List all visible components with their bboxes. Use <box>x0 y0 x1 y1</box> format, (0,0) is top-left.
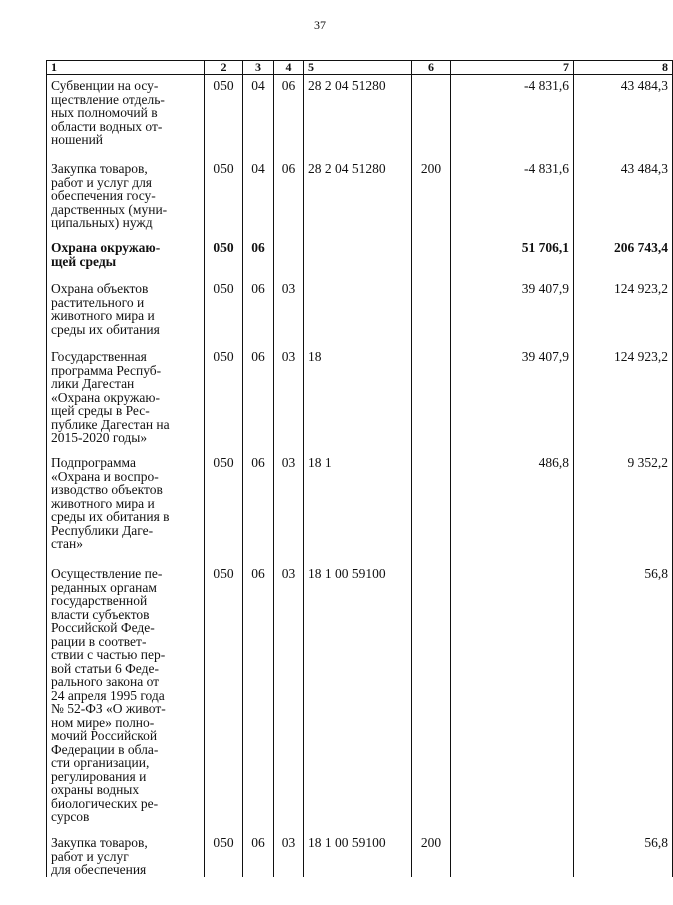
header-col-8: 8 <box>574 61 673 75</box>
item-name-line: работ и услуг <box>51 848 129 864</box>
item-name-line: № 52-ФЗ «О живот- <box>51 701 166 716</box>
table-row <box>47 832 673 877</box>
item-name-line: щей среды <box>51 253 117 269</box>
item-name-line: изводство объектов <box>51 482 163 497</box>
item-name-line: Подпрограмма <box>51 455 136 470</box>
cell-subsection: 03 <box>274 832 304 877</box>
item-name-line: регулирования и <box>51 768 147 784</box>
cell-amount-col8: 124 923,2 <box>574 278 673 346</box>
cell-subsection: 06 <box>274 75 304 159</box>
budget-table <box>46 60 673 877</box>
cell-section: 06 <box>243 237 274 278</box>
item-name-line: реданных органам <box>51 579 157 595</box>
item-name-line: стан» <box>51 536 84 551</box>
table-row <box>47 278 673 346</box>
cell-item-name <box>47 237 205 278</box>
cell-subsection: 03 <box>274 452 304 563</box>
item-name-line: лики Дагестан <box>51 376 135 391</box>
item-name-line: вой статьи 6 Феде- <box>51 660 159 676</box>
item-name-line: среды их обитания <box>51 321 160 337</box>
item-name-line: 24 апреля 1995 года <box>51 687 165 703</box>
cell-code: 050 <box>205 832 243 877</box>
cell-item-name <box>47 346 205 452</box>
cell-target-article <box>304 278 412 346</box>
item-name-line: рального закона от <box>51 674 160 689</box>
item-name-line: Федерации в обла- <box>51 741 159 757</box>
item-name-line: государственной <box>51 593 148 608</box>
cell-item-name <box>47 278 205 346</box>
cell-expense-type: 200 <box>412 158 451 237</box>
item-name-line: щей среды в Рес- <box>51 403 150 418</box>
cell-amount-col7: 486,8 <box>451 452 574 563</box>
header-col-3: 3 <box>243 61 274 75</box>
item-name-line: Охрана объектов <box>51 281 149 296</box>
cell-subsection: 03 <box>274 563 304 832</box>
cell-expense-type <box>412 452 451 563</box>
cell-code: 050 <box>205 346 243 452</box>
item-name-line: сурсов <box>51 809 90 824</box>
cell-subsection: 03 <box>274 346 304 452</box>
header-row <box>47 61 673 75</box>
cell-item-name <box>47 158 205 237</box>
cell-target-article: 28 2 04 51280 <box>304 158 412 237</box>
cell-section: 06 <box>243 452 274 563</box>
cell-expense-type <box>412 237 451 278</box>
cell-target-article: 28 2 04 51280 <box>304 75 412 159</box>
cell-amount-col8: 9 352,2 <box>574 452 673 563</box>
cell-section: 06 <box>243 563 274 832</box>
item-name-line: области водных от- <box>51 118 163 134</box>
item-name-line: «Охрана окружаю- <box>51 389 160 405</box>
cell-amount-col7: 51 706,1 <box>451 237 574 278</box>
cell-section: 04 <box>243 158 274 237</box>
cell-subsection: 06 <box>274 158 304 237</box>
cell-amount-col7: -4 831,6 <box>451 158 574 237</box>
table-row <box>47 75 673 159</box>
header-col-1: 1 <box>47 61 205 75</box>
cell-expense-type <box>412 563 451 832</box>
cell-code: 050 <box>205 75 243 159</box>
cell-amount-col7: 39 407,9 <box>451 346 574 452</box>
cell-expense-type <box>412 278 451 346</box>
cell-item-name <box>47 452 205 563</box>
cell-expense-type <box>412 346 451 452</box>
cell-amount-col8: 206 743,4 <box>574 237 673 278</box>
cell-target-article: 18 1 <box>304 452 412 563</box>
item-name-line: власти субъектов <box>51 606 150 622</box>
cell-amount-col7: -4 831,6 <box>451 75 574 159</box>
item-name-line: обеспечения госу- <box>51 188 156 203</box>
cell-amount-col8: 56,8 <box>574 832 673 877</box>
item-name-line: биологических ре- <box>51 795 159 811</box>
header-col-6: 6 <box>412 61 451 75</box>
item-name-line: Государственная <box>51 349 147 364</box>
cell-expense-type <box>412 75 451 159</box>
cell-target-article: 18 <box>304 346 412 452</box>
item-name-line: Осуществление пе- <box>51 566 163 581</box>
item-name-line: Республики Даге- <box>51 522 154 538</box>
cell-amount-col8: 43 484,3 <box>574 158 673 237</box>
table-row <box>47 158 673 237</box>
cell-code: 050 <box>205 452 243 563</box>
cell-item-name <box>47 832 205 877</box>
item-name-line: ношений <box>51 132 104 147</box>
cell-item-name <box>47 563 205 832</box>
table-row <box>47 346 673 452</box>
item-name-line: публике Дагестан на <box>51 416 170 432</box>
item-name-line: Охрана окружаю- <box>51 240 161 255</box>
item-name-line: охраны водных <box>51 782 140 797</box>
item-name-line: сти организации, <box>51 755 150 770</box>
item-name-line: для обеспечения <box>51 862 147 877</box>
cell-item-name <box>47 75 205 159</box>
cell-target-article <box>304 237 412 278</box>
cell-target-article: 18 1 00 59100 <box>304 832 412 877</box>
cell-code: 050 <box>205 158 243 237</box>
cell-amount-col8: 56,8 <box>574 563 673 832</box>
table-row <box>47 237 673 278</box>
item-name-line: ществление отдель- <box>51 91 165 107</box>
cell-target-article: 18 1 00 59100 <box>304 563 412 832</box>
table-row <box>47 452 673 563</box>
item-name-line: рации в соответ- <box>51 633 147 649</box>
header-col-7: 7 <box>451 61 574 75</box>
item-name-line: «Охрана и воспро- <box>51 468 159 484</box>
item-name-line: ных полномочий в <box>51 105 158 120</box>
item-name-line: среды их обитания в <box>51 509 170 524</box>
item-name-line: животного мира и <box>51 495 155 511</box>
item-name-line: ствии с частью пер- <box>51 647 166 662</box>
item-name-line: дарственных (муни- <box>51 201 168 217</box>
cell-code: 050 <box>205 278 243 346</box>
item-name-line: 2015-2020 годы» <box>51 430 148 445</box>
cell-code: 050 <box>205 563 243 832</box>
cell-section: 06 <box>243 832 274 877</box>
table-row <box>47 563 673 832</box>
cell-section: 06 <box>243 346 274 452</box>
item-name-line: Российской Федe- <box>51 620 155 635</box>
table-header <box>47 61 673 75</box>
table-body <box>47 75 673 877</box>
cell-code: 050 <box>205 237 243 278</box>
header-col-5: 5 <box>304 61 412 75</box>
header-col-2: 2 <box>205 61 243 75</box>
item-name-line: Субвенции на осу- <box>51 78 159 93</box>
header-col-4: 4 <box>274 61 304 75</box>
cell-amount-col7 <box>451 563 574 832</box>
item-name-line: мочий Российской <box>51 728 158 743</box>
item-name-line: программа Респуб- <box>51 362 162 378</box>
cell-section: 04 <box>243 75 274 159</box>
item-name-line: животного мира и <box>51 308 155 323</box>
item-name-line: работ и услуг для <box>51 174 153 190</box>
cell-amount-col7 <box>451 832 574 877</box>
cell-amount-col7: 39 407,9 <box>451 278 574 346</box>
item-name-line: Закупка товаров, <box>51 161 148 176</box>
item-name-line: растительного и <box>51 294 145 310</box>
item-name-line: Закупка товаров, <box>51 835 148 850</box>
item-name-line: ципальных) нужд <box>51 215 153 230</box>
cell-amount-col8: 124 923,2 <box>574 346 673 452</box>
cell-expense-type: 200 <box>412 832 451 877</box>
page-number: 37 <box>314 18 326 32</box>
cell-amount-col8: 43 484,3 <box>574 75 673 159</box>
item-name-line: ном мире» полно- <box>51 714 155 730</box>
cell-subsection: 03 <box>274 278 304 346</box>
cell-section: 06 <box>243 278 274 346</box>
cell-subsection <box>274 237 304 278</box>
